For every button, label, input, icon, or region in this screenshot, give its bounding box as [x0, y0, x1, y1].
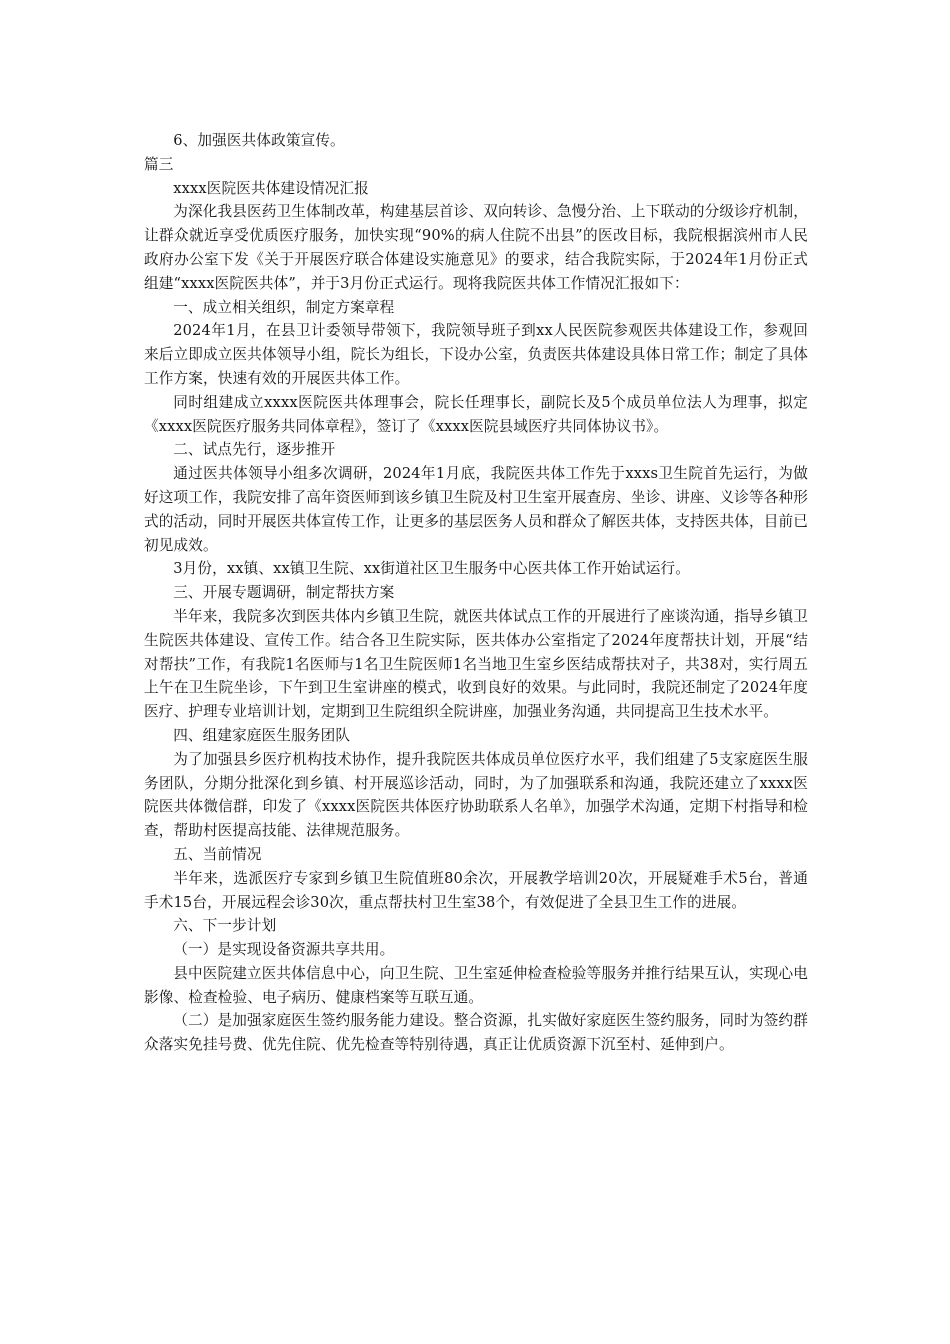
paragraph-plan-2: （二）是加强家庭医生签约服务能力建设。整合资源，扎实做好家庭医生签约服务，同时为签约群众落实免挂号费、优先住院、优先检查等特别待遇，真正让优质资源下沉至村、延伸到户。 [144, 1012, 808, 1054]
subheading-plan-1: （一）是实现设备资源共享共用。 [173, 941, 395, 959]
paragraph-trial-run: 3月份，xx镇、xx镇卫生院、xx街道社区卫生服务中心医共体工作开始试运行。 [173, 560, 690, 578]
report-title: xxxx医院医共体建设情况汇报 [173, 179, 369, 197]
paragraph-council: 同时组建成立xxxx医院医共体理事会，院长任理事长，副院长及5个成员单位法人为理事，拟定《xxxx医院医疗服务共同体章程》，签订了《xxxx医院县域医疗共同体协议书》。 [144, 393, 808, 435]
heading-6: 六、下一步计划 [173, 917, 277, 935]
heading-2: 二、试点先行，逐步推开 [173, 441, 336, 459]
paragraph-info-center: 县中医院建立医共体信息中心，向卫生院、卫生室延伸检查检验等服务并推行结果互认，实现心电影像、检查检验、电子病历、健康档案等互联互通。 [144, 964, 808, 1006]
paragraph-current-status: 半年来，选派医疗专家到乡镇卫生院值班80余次，开展教学培训20次，开展疑难手术5台，普通手术15台，开展远程会诊30次，重点帮扶村卫生室38个，有效促进了全县卫生工作的进展。 [144, 869, 808, 911]
paragraph-organization: 2024年1月，在县卫计委领导带领下，我院领导班子到xx人民医院参观医共体建设工作，参观回来后立即成立医共体领导小组，院长为组长，下设办公室，负责医共体建设具体日常工作；制定了具体工作方案，快速有效的开展医共体工作。 [144, 322, 808, 387]
paragraph-research: 半年来，我院多次到医共体内乡镇卫生院，就医共体试点工作的开展进行了座谈沟通，指导乡镇卫生院医共体建设、宣传工作。结合各卫生院实际，医共体办公室指定了2024年度帮扶计划，开展“结对帮扶”工作，有我院1名医师与1名卫生院医师1名当地卫生室乡医结成帮扶对子，共38对，实行周五上午在卫生院坐诊，下午到卫生室讲座的模式，收到良好的效果。与此同时，我院还制定了2024年度医疗、护理专业培训计划，定期到卫生院组织全院讲座，加强业务沟通，共同提高卫生技术水平。 [144, 607, 808, 721]
section-label: 篇三 [144, 155, 174, 173]
document-body [144, 129, 808, 1057]
heading-1: 一、成立相关组织，制定方案章程 [173, 298, 395, 316]
paragraph-family-doctor-team: 为了加强县乡医疗机构技术协作，提升我院医共体成员单位医疗水平，我们组建了5支家庭医生服务团队，分期分批深化到乡镇、村开展巡诊活动，同时，为了加强联系和沟通，我院还建立了xxxx医院医共体微信群，印发了《xxxx医院医共体医疗协助联系人名单》，加强学术沟通，定期下村指导和检查，帮助村医提高技能、法律规范服务。 [144, 750, 808, 840]
paragraph-pilot: 通过医共体领导小组多次调研，2024年1月底，我院医共体工作先于xxxs卫生院首先运行，为做好这项工作，我院安排了高年资医师到该乡镇卫生院及村卫生室开展查房、坐诊、讲座、义诊等各种形式的活动，同时开展医共体宣传工作，让更多的基层医务人员和群众了解医共体，支持医共体，目前已初见成效。 [144, 465, 808, 554]
paragraph-intro: 为深化我县医药卫生体制改革，构建基层首诊、双向转诊、急慢分治、上下联动的分级诊疗机制，让群众就近享受优质医疗服务，加快实现“90%的病人住院不出县”的医改目标，我院根据滨州市人民政府办公室下发《关于开展医疗联合体建设实施意见》的要求，结合我院实际，于2024年1月份正式组建“xxxx医院医共体”，并于3月份正式运行。现将我院医共体工作情况汇报如下： [144, 203, 808, 292]
paragraph-policy-publicity: 6、加强医共体政策宣传。 [173, 132, 345, 149]
heading-4: 四、组建家庭医生服务团队 [173, 726, 351, 744]
heading-5: 五、当前情况 [173, 845, 262, 863]
heading-3: 三、开展专题调研，制定帮扶方案 [173, 584, 395, 602]
